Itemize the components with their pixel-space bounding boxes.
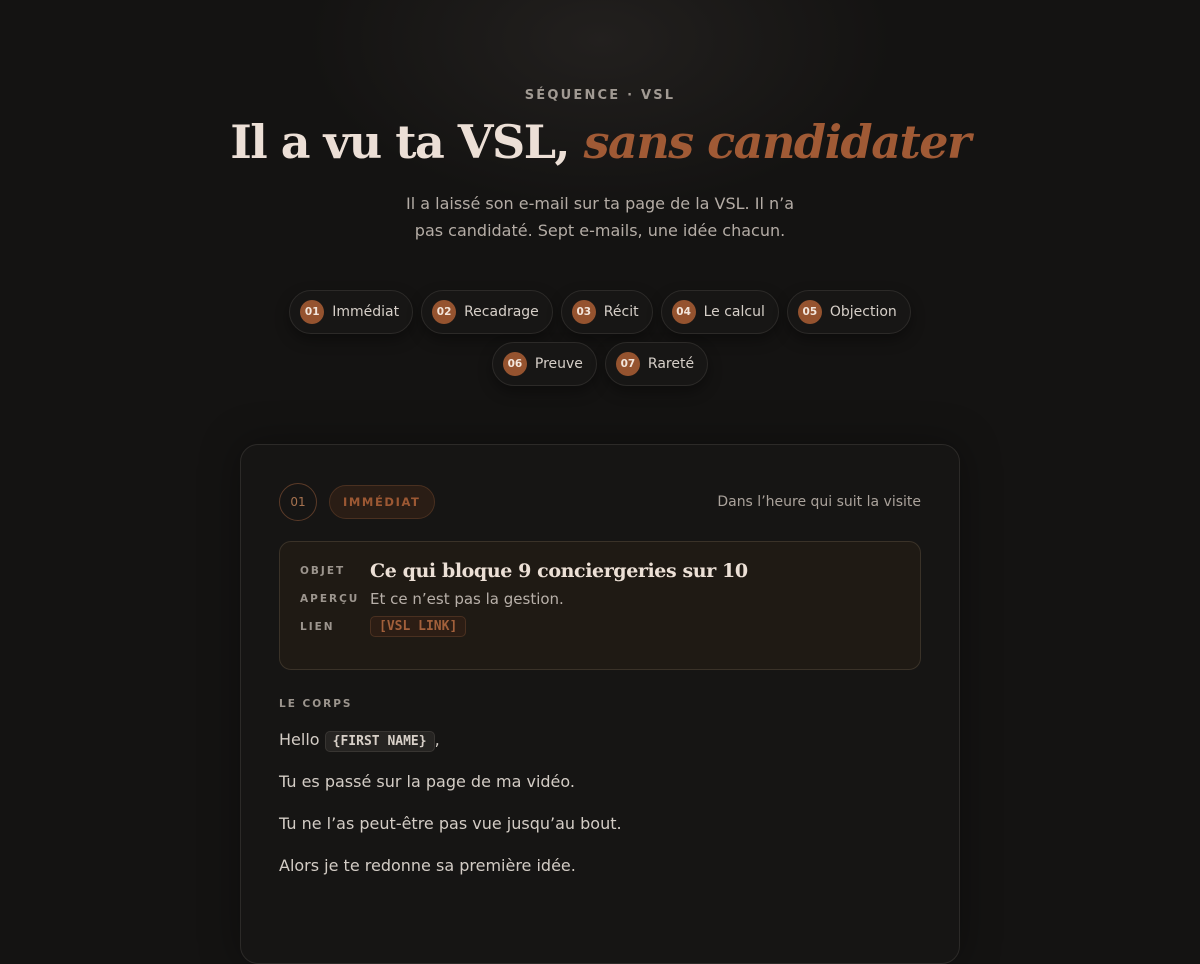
greeting-suffix: , (434, 730, 440, 749)
title-accent: sans candidater (583, 115, 970, 169)
step-label: Le calcul (703, 303, 765, 320)
step-number: 07 (616, 352, 640, 376)
email-meta-box (279, 541, 921, 670)
step-chip-rarete[interactable] (605, 342, 708, 386)
hero (0, 0, 1200, 386)
email-step-tag: IMMÉDIAT (329, 485, 435, 519)
step-number: 06 (503, 352, 527, 376)
eyebrow: SÉQUENCE · VSL (524, 88, 676, 103)
step-chip-objection[interactable] (787, 290, 911, 334)
body-line: Tu es passé sur la page de ma vidéo. (279, 772, 575, 791)
body-line: Alors je te redonne sa première idée. (279, 856, 576, 875)
step-label: Rareté (647, 355, 695, 372)
step-chip-immediat[interactable] (289, 290, 413, 334)
email-preview: Et ce n’est pas la gestion. (370, 590, 564, 608)
link-label: LIEN (300, 620, 335, 633)
email-step-number: 01 (279, 483, 317, 521)
step-number: 03 (572, 300, 596, 324)
title-main: Il a vu ta VSL, (230, 115, 584, 169)
meta-row-object (300, 560, 900, 582)
step-label: Objection (829, 303, 897, 320)
vsl-link-token[interactable]: [VSL LINK] (370, 616, 466, 637)
email-card-header (279, 483, 921, 521)
step-chip-recit[interactable] (561, 290, 653, 334)
email-subject: Ce qui bloque 9 conciergeries sur 10 (370, 560, 748, 582)
step-label: Recadrage (464, 303, 539, 320)
step-label: Récit (603, 303, 639, 320)
step-nav (280, 290, 920, 386)
email-body (279, 728, 921, 878)
first-name-token: {FIRST NAME} (325, 731, 435, 752)
step-chip-recadrage[interactable] (421, 290, 553, 334)
email-card (240, 444, 960, 964)
subtitle: Il a laissé son e-mail sur ta page de la VSL. Il n’a pas candidaté. Sept e-mails, une idée chacun. (405, 193, 794, 240)
step-number: 04 (672, 300, 696, 324)
greeting-line (279, 728, 921, 752)
meta-row-preview (300, 590, 900, 608)
greeting: Hello (279, 730, 320, 749)
step-label: Preuve (534, 355, 583, 372)
body-line: Tu ne l’as peut-être pas vue jusqu’au bout. (279, 814, 622, 833)
email-timing: Dans l’heure qui suit la visite (717, 494, 921, 510)
step-chip-preuve[interactable] (492, 342, 597, 386)
step-number: 01 (300, 300, 324, 324)
meta-row-link (300, 616, 900, 637)
step-label: Immédiat (332, 303, 400, 320)
object-label: OBJET (300, 565, 346, 577)
step-number: 05 (798, 300, 822, 324)
preview-label: APERÇU (300, 593, 360, 605)
page-title (0, 117, 1200, 168)
step-chip-le-calcul[interactable] (661, 290, 779, 334)
body-label: LE CORPS (279, 698, 353, 710)
step-number: 02 (432, 300, 456, 324)
